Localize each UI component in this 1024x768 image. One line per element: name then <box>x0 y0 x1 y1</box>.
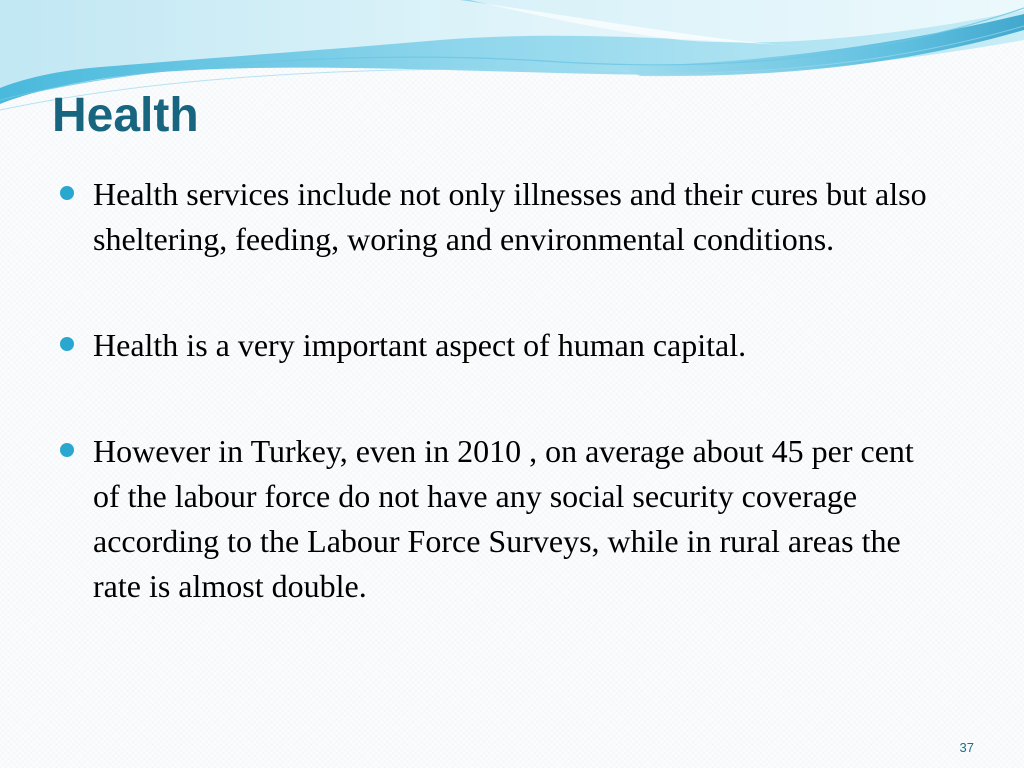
bullet-text: Health is a very important aspect of human capital. <box>93 327 747 363</box>
bullet-list <box>60 172 940 609</box>
page-number: 37 <box>959 740 974 755</box>
bullet-dot-icon <box>60 186 74 200</box>
bullet-text: Health services include not only illnesses and their cures but also sheltering, feeding, woring and environmental conditions. <box>93 176 927 257</box>
bullet-dot-icon <box>60 337 74 351</box>
bullet-item <box>60 429 940 609</box>
bullet-item <box>60 172 940 262</box>
bullet-dot-icon <box>60 443 74 457</box>
bullet-item <box>60 323 940 368</box>
bullet-text: However in Turkey, even in 2010 , on average about 45 per cent of the labour force do not have any social security coverage according to the Labour Force Surveys, while in rural areas the rate is almost double. <box>93 433 914 604</box>
slide-title: Health <box>52 89 199 142</box>
